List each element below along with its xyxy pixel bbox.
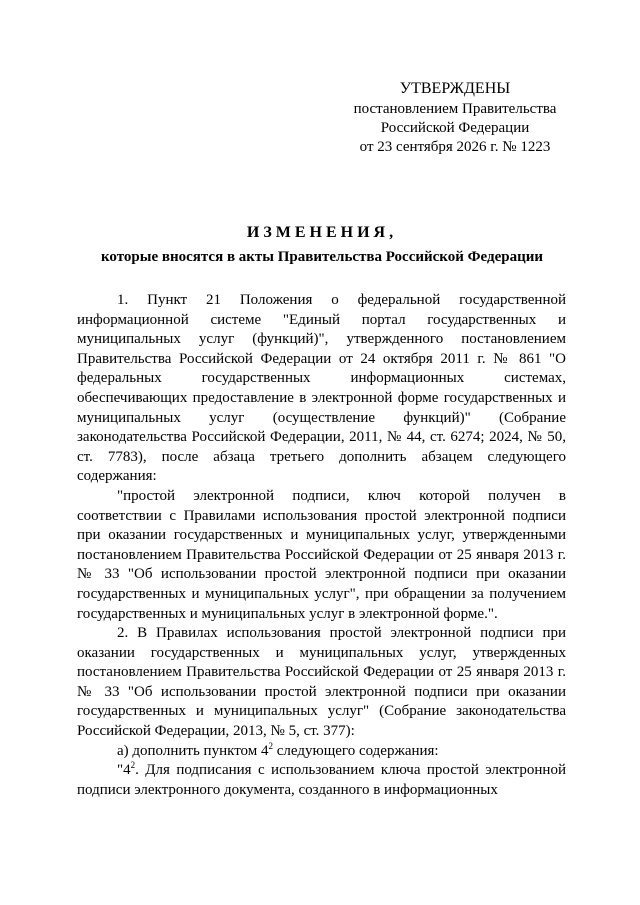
approval-line-2: Российской Федерации xyxy=(380,120,530,136)
paragraph-5 xyxy=(77,761,566,800)
paragraph-5-superscript: 2 xyxy=(130,760,136,771)
paragraph-4-text-b: следующего содержания: xyxy=(273,742,439,759)
paragraph-3: 2. В Правилах использования простой электронной подписи при оказании государственных и муниципальных услуг, утвержденных постановлением Правительства Российской Федерации от 25 января 2013 г. № 33 "Об использовании простой электронной подписи при оказании государственных и муниципальных услуг" (Собрание законодательства Российской Федерации, 2013, № 5, ст. 377): xyxy=(77,625,566,740)
approval-line-1: постановлением Правительства xyxy=(353,101,557,117)
approval-block xyxy=(330,78,580,157)
approval-heading: УТВЕРЖДЕНЫ xyxy=(399,80,511,97)
paragraph-5-text-a: "4 xyxy=(117,762,131,779)
paragraph-5-text-b: . Для подписания с использованием ключа простой электронной подписи электронного документа, созданного в информационных xyxy=(77,762,566,798)
document-title: ИЗМЕНЕНИЯ, xyxy=(246,224,398,241)
paragraph-4-superscript: 2 xyxy=(268,740,274,751)
paragraph-4 xyxy=(77,742,566,762)
paragraph-1: 1. Пункт 21 Положения о федеральной государственной информационной системе "Единый портал государственных и муниципальных услуг (функций)", утвержденного постановлением Правительства Российской Федерации от 24 октября 2011 г. № 861 "О федеральных государственных информационных системах, обеспечивающих предоставление в электронной форме государственных и муниципальных услуг (осуществление функций)" (Собрание законодательства Российской Федерации, 2011, № 44, ст. 6274; 2024, № 50, ст. 7783), после абзаца третьего дополнить абзацем следующего содержания: xyxy=(77,292,566,485)
approval-line-3: от 23 сентября 2026 г. № 1223 xyxy=(359,139,551,155)
paragraph-2: "простой электронной подписи, ключ которой получен в соответствии с Правилами использования простой электронной подписи при оказании государственных и муниципальных услуг, утвержденными постановлением Правительства Российской Федерации от 25 января 2013 г. № 33 "Об использовании простой электронной подписи при оказании государственных и муниципальных услуг", при обращении за получением государственных и муниципальных услуг в электронной форме.". xyxy=(77,487,566,622)
document-body xyxy=(77,291,566,800)
document-subtitle: которые вносятся в акты Правительства Российской Федерации xyxy=(100,249,544,265)
paragraph-4-text-a: а) дополнить пунктом 4 xyxy=(117,742,269,759)
